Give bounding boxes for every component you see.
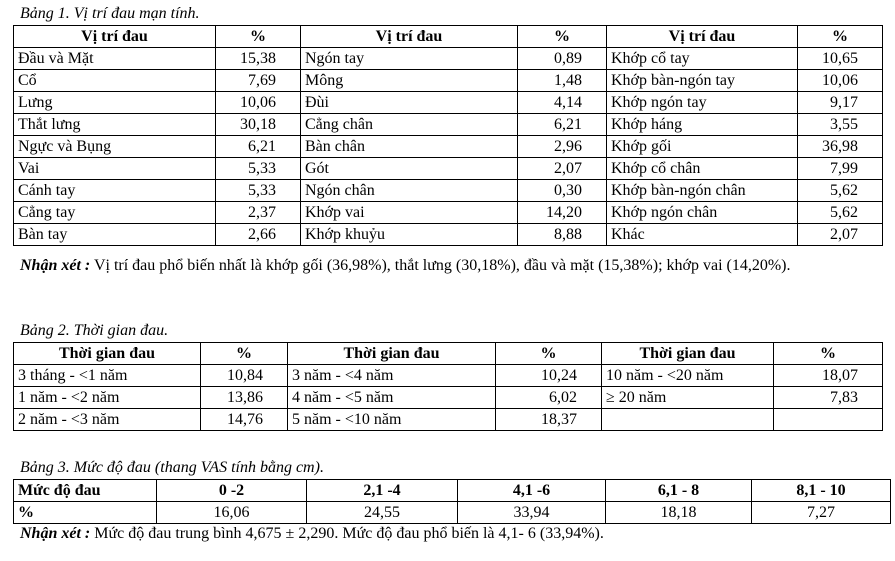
duration-cell: 3 tháng - <1 năm	[14, 365, 201, 387]
percent-cell: 6,21	[518, 114, 607, 136]
location-cell: Khớp cổ tay	[607, 48, 798, 70]
remark-label: Nhận xét :	[20, 257, 91, 274]
table3-caption: Bảng 3. Mức độ đau (thang VAS tính bằng cm).	[20, 459, 324, 476]
percent-cell: 16,06	[157, 502, 307, 524]
table3-header-row	[14, 480, 891, 502]
percent-cell: 2,37	[216, 202, 301, 224]
pain-level-table	[13, 479, 891, 524]
table-row	[14, 224, 883, 246]
percent-cell: 15,38	[216, 48, 301, 70]
table3-header: 8,1 - 10	[752, 480, 891, 502]
percent-cell: 7,27	[752, 502, 891, 524]
percent-cell: 6,21	[216, 136, 301, 158]
location-cell: Vai	[14, 158, 216, 180]
percent-cell: 7,99	[798, 158, 883, 180]
table2-header-row	[14, 343, 883, 365]
percent-cell: 18,18	[606, 502, 752, 524]
table1-header: %	[216, 26, 301, 48]
table2-header: %	[201, 343, 288, 365]
percent-cell: 2,66	[216, 224, 301, 246]
table-row	[14, 387, 883, 409]
table2-header: %	[774, 343, 883, 365]
table1-remark	[20, 255, 886, 277]
location-cell: Khớp khuỷu	[301, 224, 518, 246]
table2-caption: Bảng 2. Thời gian đau.	[20, 322, 169, 339]
percent-cell: 5,33	[216, 158, 301, 180]
duration-cell: 4 năm - <5 năm	[288, 387, 496, 409]
duration-cell: 3 năm - <4 năm	[288, 365, 496, 387]
table2-header: %	[496, 343, 602, 365]
duration-cell: 10 năm - <20 năm	[602, 365, 774, 387]
location-cell: Bàn tay	[14, 224, 216, 246]
table3-header: 0 -2	[157, 480, 307, 502]
percent-cell: 6,02	[496, 387, 602, 409]
percent-cell: 10,06	[798, 70, 883, 92]
table3-header: 6,1 - 8	[606, 480, 752, 502]
percent-cell: 0,30	[518, 180, 607, 202]
percent-cell: 10,84	[201, 365, 288, 387]
table3-header: 4,1 -6	[458, 480, 606, 502]
table-row	[14, 136, 883, 158]
location-cell: Thắt lưng	[14, 114, 216, 136]
location-cell: Đùi	[301, 92, 518, 114]
percent-cell: 33,94	[458, 502, 606, 524]
table-row	[14, 409, 883, 431]
table1-header: Vị trí đau	[14, 26, 216, 48]
table1-header: %	[798, 26, 883, 48]
duration-cell: 1 năm - <2 năm	[14, 387, 201, 409]
table1-header: Vị trí đau	[301, 26, 518, 48]
table3-header: Mức độ đau	[14, 480, 157, 502]
location-cell: Cẳng tay	[14, 202, 216, 224]
location-cell: Đầu và Mặt	[14, 48, 216, 70]
percent-cell: 7,83	[774, 387, 883, 409]
percent-cell: 13,86	[201, 387, 288, 409]
location-cell: Lưng	[14, 92, 216, 114]
table-row	[14, 70, 883, 92]
percent-cell	[774, 409, 883, 431]
location-cell: Ngón tay	[301, 48, 518, 70]
percent-label-cell: %	[14, 502, 157, 524]
table2-header: Thời gian đau	[14, 343, 201, 365]
remark-label: Nhận xét :	[20, 525, 91, 542]
remark-text: Mức độ đau trung bình 4,675 ± 2,290. Mức độ đau phổ biến là 4,1- 6 (33,94%).	[90, 525, 604, 542]
location-cell: Khớp ngón chân	[607, 202, 798, 224]
location-cell: Cổ	[14, 70, 216, 92]
pain-location-table	[13, 25, 883, 246]
location-cell: Khớp ngón tay	[607, 92, 798, 114]
percent-cell: 1,48	[518, 70, 607, 92]
location-cell: Mông	[301, 70, 518, 92]
percent-cell: 10,65	[798, 48, 883, 70]
percent-cell: 2,07	[518, 158, 607, 180]
percent-cell: 3,55	[798, 114, 883, 136]
percent-cell: 5,62	[798, 202, 883, 224]
location-cell: Ngực và Bụng	[14, 136, 216, 158]
percent-cell: 2,96	[518, 136, 607, 158]
table2-header: Thời gian đau	[288, 343, 496, 365]
table-row	[14, 114, 883, 136]
table1-header: %	[518, 26, 607, 48]
table1-caption: Bảng 1. Vị trí đau mạn tính.	[20, 5, 200, 22]
duration-cell	[602, 409, 774, 431]
table-row	[14, 202, 883, 224]
table2-header: Thời gian đau	[602, 343, 774, 365]
location-cell: Cẳng chân	[301, 114, 518, 136]
percent-cell: 36,98	[798, 136, 883, 158]
percent-cell: 0,89	[518, 48, 607, 70]
location-cell: Khớp vai	[301, 202, 518, 224]
duration-cell: ≥ 20 năm	[602, 387, 774, 409]
table-row	[14, 158, 883, 180]
location-cell: Khớp háng	[607, 114, 798, 136]
percent-cell: 10,24	[496, 365, 602, 387]
table3-remark	[20, 523, 886, 545]
pain-duration-table	[13, 342, 883, 431]
duration-cell: 2 năm - <3 năm	[14, 409, 201, 431]
percent-cell: 8,88	[518, 224, 607, 246]
table-row	[14, 365, 883, 387]
percent-cell: 5,62	[798, 180, 883, 202]
table-row	[14, 92, 883, 114]
percent-cell: 14,20	[518, 202, 607, 224]
percent-cell: 30,18	[216, 114, 301, 136]
percent-cell: 5,33	[216, 180, 301, 202]
remark-text: Vị trí đau phổ biến nhất là khớp gối (36,98%), thắt lưng (30,18%), đầu và mặt (15,38%); khớp vai (14,20%).	[90, 257, 791, 274]
table1-header-row	[14, 26, 883, 48]
table-row	[14, 180, 883, 202]
percent-cell: 9,17	[798, 92, 883, 114]
location-cell: Khác	[607, 224, 798, 246]
location-cell: Cánh tay	[14, 180, 216, 202]
location-cell: Bàn chân	[301, 136, 518, 158]
location-cell: Gót	[301, 158, 518, 180]
table-row	[14, 502, 891, 524]
percent-cell: 2,07	[798, 224, 883, 246]
location-cell: Khớp gối	[607, 136, 798, 158]
duration-cell: 5 năm - <10 năm	[288, 409, 496, 431]
percent-cell: 4,14	[518, 92, 607, 114]
location-cell: Khớp bàn-ngón chân	[607, 180, 798, 202]
percent-cell: 24,55	[307, 502, 458, 524]
table3-header: 2,1 -4	[307, 480, 458, 502]
percent-cell: 18,07	[774, 365, 883, 387]
table1-header: Vị trí đau	[607, 26, 798, 48]
percent-cell: 14,76	[201, 409, 288, 431]
percent-cell: 18,37	[496, 409, 602, 431]
location-cell: Ngón chân	[301, 180, 518, 202]
location-cell: Khớp cổ chân	[607, 158, 798, 180]
table-row	[14, 48, 883, 70]
percent-cell: 7,69	[216, 70, 301, 92]
location-cell: Khớp bàn-ngón tay	[607, 70, 798, 92]
percent-cell: 10,06	[216, 92, 301, 114]
